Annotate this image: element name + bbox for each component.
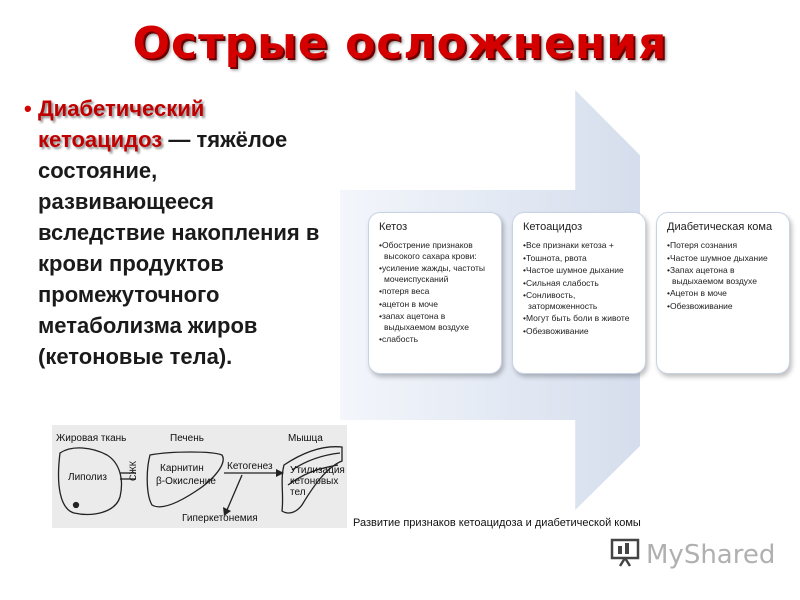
label-liver: Печень	[170, 433, 204, 444]
stage-item: • потеря веса	[379, 286, 493, 297]
label-shzhk: СЖК	[128, 460, 138, 481]
label-beta-oxidation: β-Окисление	[156, 476, 216, 487]
slide-title: Острые осложнения	[132, 18, 668, 69]
stage-item: • Сильная слабость	[523, 278, 637, 289]
label-carnitine: Карнитин	[160, 463, 204, 474]
stage-item: • слабость	[379, 334, 493, 345]
label-muscle: Мышца	[288, 433, 323, 444]
myshared-logo-text: MyShared	[646, 540, 776, 570]
label-utilization-3: тел	[290, 487, 306, 498]
definition-text: тяжёлое состояние, развивающееся вследствие накопления в крови продуктов промежуточного метаболизма жиров (кетоновые тела).	[38, 127, 320, 369]
stage-item: • Потеря сознания	[667, 240, 781, 251]
definition-bullet	[24, 93, 338, 372]
stage-item: • Запах ацетона в выдыхаемом воздухе	[667, 265, 781, 286]
stage-item: • Обострение признаков высокого сахара крови:	[379, 240, 493, 261]
stage-item: • запах ацетона в выдыхаемом воздухе	[379, 311, 493, 332]
label-hyperketonemia: Гиперкетонемия	[182, 513, 258, 524]
stage-item: • Сонливость, заторможенность	[523, 290, 637, 311]
stage-title: Кетоз	[379, 221, 408, 233]
stage-item: • усиление жажды, частоты мочеиспусканий	[379, 263, 493, 284]
bullet-dot: •	[24, 96, 32, 121]
label-fat-tissue: Жировая ткань	[56, 433, 127, 444]
label-lipolysis: Липолиз	[68, 472, 107, 483]
term-line-2: кетоацидоз	[38, 127, 163, 152]
ketogenesis-scheme	[52, 425, 347, 528]
stage-title: Диабетическая кома	[667, 221, 773, 233]
stage-item: • ацетон в моче	[379, 299, 493, 310]
stage-item: • Обезвоживание	[523, 326, 637, 337]
stage-item: • Частое шумное дыхание	[667, 253, 781, 264]
stage-ketosis	[368, 212, 502, 374]
myshared-logo-icon	[608, 536, 644, 568]
figure-caption: Развитие признаков кетоацидоза и диабетической комы	[353, 517, 641, 529]
label-utilization-1: Утилизация	[290, 465, 345, 476]
term-line-1: Диабетический	[38, 96, 205, 121]
stage-item: • Могут быть боли в животе	[523, 313, 637, 324]
definition-dash: —	[162, 127, 191, 152]
label-utilization-2: кетоновых	[290, 476, 339, 487]
stage-item: • Обезвоживание	[667, 301, 781, 312]
stage-ketoacidosis	[512, 212, 646, 374]
stage-item: • Все признаки кетоза +	[523, 240, 637, 251]
stage-item: • Тошнота, рвота	[523, 253, 637, 264]
stage-item: • Ацетон в моче	[667, 288, 781, 299]
stage-item: • Частое шумное дыхание	[523, 265, 637, 276]
stage-diabetic-coma	[656, 212, 790, 374]
stage-title: Кетоацидоз	[523, 221, 583, 233]
label-ketogenesis: Кетогенез	[227, 461, 273, 472]
